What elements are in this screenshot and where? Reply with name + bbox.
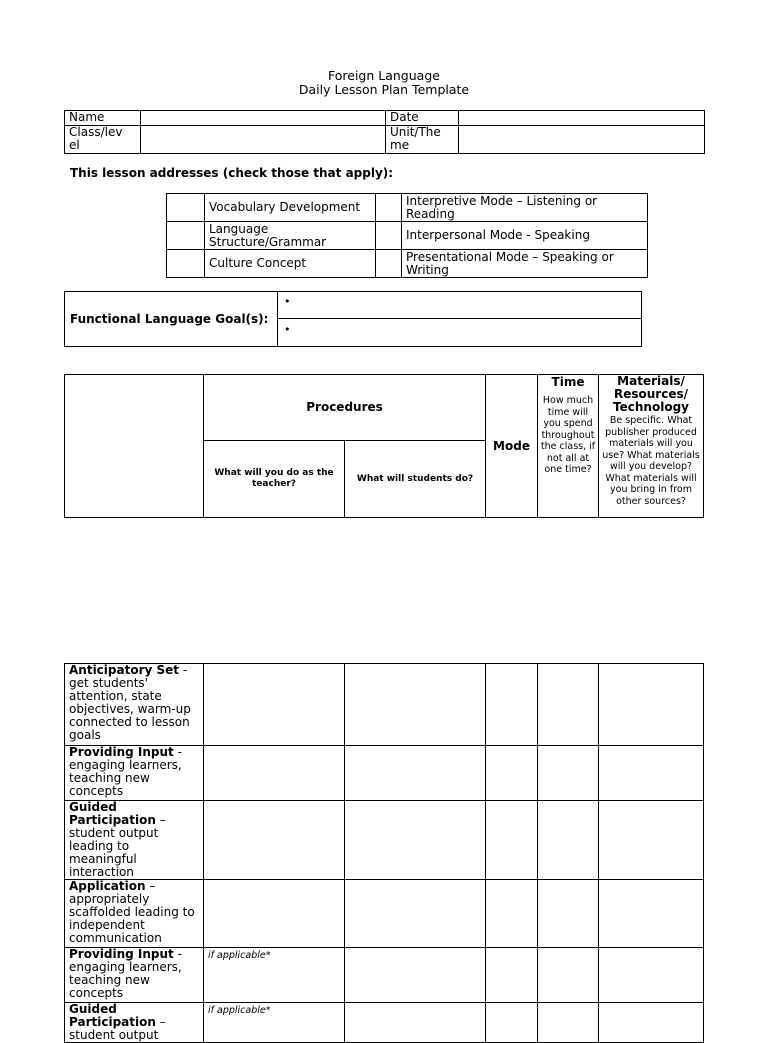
class-label: Class/lev el (65, 126, 141, 154)
item-interpretive: Interpretive Mode – Listening or Reading (402, 194, 648, 222)
students-cell[interactable] (345, 948, 486, 1003)
phase-description: appropriately scaffolded leading to independent communication (69, 892, 195, 945)
teacher-cell[interactable] (204, 801, 345, 880)
mode-cell[interactable] (486, 880, 538, 948)
checkbox-culture[interactable] (167, 250, 205, 278)
title-line-2: Daily Lesson Plan Template (298, 82, 470, 97)
phase-title: Guided Participation (69, 1002, 156, 1029)
phase-sep: – (155, 813, 166, 827)
teacher-cell[interactable] (204, 1003, 345, 1043)
phase-cell (65, 948, 204, 1003)
materials-cell[interactable] (599, 880, 704, 948)
time-cell[interactable] (538, 746, 599, 801)
phase-description: engaging learners, teaching new concepts (69, 758, 182, 798)
phase-sep: – (145, 879, 156, 893)
time-cell[interactable] (538, 948, 599, 1003)
materials-cell[interactable] (599, 664, 704, 746)
time-cell[interactable] (538, 801, 599, 880)
students-cell[interactable] (345, 746, 486, 801)
date-field[interactable] (459, 111, 705, 126)
phase-description: student output (69, 1028, 159, 1042)
time-label: Time (551, 375, 585, 389)
phase-note: if applicable* (208, 1005, 271, 1016)
students-cell[interactable] (345, 664, 486, 746)
checkbox-structure[interactable] (167, 222, 205, 250)
phase-title: Providing Input (69, 745, 174, 759)
phase-cell (65, 801, 204, 880)
phase-sep: - (173, 745, 182, 759)
phase-title: Providing Input (69, 947, 174, 961)
procedures-header-table (64, 374, 704, 518)
class-field[interactable] (141, 126, 386, 154)
addresses-heading: This lesson addresses (check those that apply): (70, 166, 394, 180)
checkbox-interpretive[interactable] (376, 194, 402, 222)
phase-row (65, 746, 704, 801)
title-line-1: Foreign Language (328, 68, 440, 83)
phase-row (65, 880, 704, 948)
phase-description: engaging learners, teaching new concepts (69, 960, 182, 1000)
checkbox-presentational[interactable] (376, 250, 402, 278)
info-table (64, 110, 705, 154)
phase-cell (65, 1003, 204, 1043)
name-label: Name (65, 111, 141, 126)
goals-label: Functional Language Goal(s): (65, 292, 278, 347)
materials-cell[interactable] (599, 746, 704, 801)
item-vocabulary: Vocabulary Development (205, 194, 376, 222)
phase-row (65, 1003, 704, 1043)
item-interpersonal: Interpersonal Mode - Speaking (402, 222, 648, 250)
teacher-cell[interactable] (204, 746, 345, 801)
students-cell[interactable] (345, 1003, 486, 1043)
procedures-label: Procedures (204, 375, 486, 441)
teacher-cell[interactable] (204, 948, 345, 1003)
phase-sep: - (179, 663, 188, 677)
time-cell[interactable] (538, 1003, 599, 1043)
phase-row (65, 664, 704, 746)
phase-cell (65, 880, 204, 948)
time-cell[interactable] (538, 880, 599, 948)
unit-label: Unit/The me (386, 126, 459, 154)
teacher-cell[interactable] (204, 880, 345, 948)
unit-field[interactable] (459, 126, 705, 154)
time-header (538, 375, 599, 518)
mode-cell[interactable] (486, 746, 538, 801)
materials-cell[interactable] (599, 801, 704, 880)
materials-header (599, 375, 704, 518)
item-culture: Culture Concept (205, 250, 376, 278)
materials-description: Be specific. What publisher produced materials will you use? What materials will you develop? What materials will you bring in from other sources? (602, 415, 700, 507)
name-field[interactable] (141, 111, 386, 126)
phase-cell (65, 664, 204, 746)
document-title (0, 69, 768, 97)
time-cell[interactable] (538, 664, 599, 746)
mode-cell[interactable] (486, 1003, 538, 1043)
item-structure: Language Structure/Grammar (205, 222, 376, 250)
goal-2[interactable]: • (278, 319, 642, 347)
students-question: What will students do? (345, 441, 486, 518)
addresses-table (166, 193, 648, 278)
mode-label: Mode (486, 375, 538, 518)
phase-row (65, 948, 704, 1003)
phase-description: student output leading to meaningful interaction (69, 826, 159, 879)
checkbox-vocabulary[interactable] (167, 194, 205, 222)
materials-cell[interactable] (599, 1003, 704, 1043)
materials-label: Materials/ Resources/ Technology (613, 374, 689, 414)
checkbox-interpersonal[interactable] (376, 222, 402, 250)
teacher-question: What will you do as the teacher? (204, 441, 345, 518)
phase-note: if applicable* (208, 950, 271, 961)
teacher-cell[interactable] (204, 664, 345, 746)
materials-cell[interactable] (599, 948, 704, 1003)
students-cell[interactable] (345, 880, 486, 948)
mode-cell[interactable] (486, 801, 538, 880)
phase-title: Application (69, 879, 146, 893)
phase-description: get students' attention, state objectives, warm-up connected to lesson goals (69, 676, 191, 742)
mode-cell[interactable] (486, 664, 538, 746)
goals-table (64, 291, 642, 347)
date-label: Date (386, 111, 459, 126)
mode-cell[interactable] (486, 948, 538, 1003)
phase-title: Anticipatory Set (69, 663, 180, 677)
phase-sep: - (173, 947, 182, 961)
students-cell[interactable] (345, 801, 486, 880)
phase-cell (65, 746, 204, 801)
time-description: How much time will you spend throughout the class, if not all at one time? (540, 395, 596, 475)
phase-sep: – (155, 1015, 166, 1029)
phase-title: Guided Participation (69, 800, 156, 827)
phase-header-blank (65, 375, 204, 518)
phase-row (65, 801, 704, 880)
goal-1[interactable]: • (278, 292, 642, 319)
phases-table (64, 663, 704, 1043)
item-presentational: Presentational Mode – Speaking or Writing (402, 250, 648, 278)
